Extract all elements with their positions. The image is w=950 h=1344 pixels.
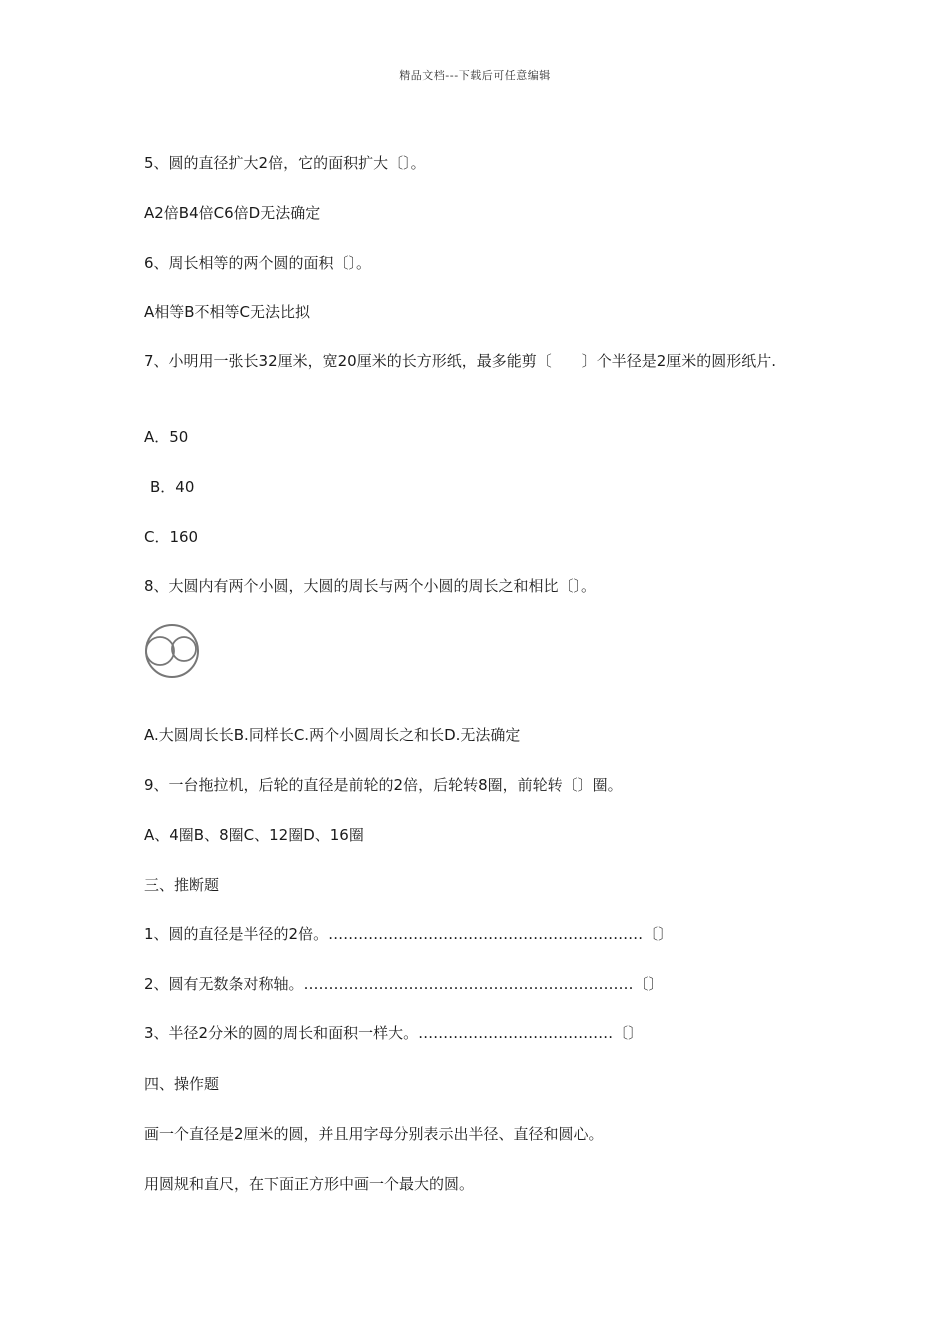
section-3-title: 三、推断题 — [144, 876, 220, 894]
question-5-options: A2倍B4倍C6倍D无法确定 — [144, 204, 321, 222]
question-6-options: A相等B不相等C无法比拟 — [144, 303, 311, 321]
judgement-item-1: 1、圆的直径是半径的2倍。………………………………………………………〔〕 — [144, 925, 674, 943]
page-header: 精品文档---下载后可任意编辑 — [399, 69, 551, 82]
question-6-stem: 6、周长相等的两个圆的面积〔〕。 — [144, 254, 372, 272]
question-7-option-b: B．40 — [150, 478, 195, 496]
small-circle-right — [172, 637, 196, 661]
question-7-option-c: C．160 — [144, 528, 199, 546]
judgement-item-3: 3、半径2分米的圆的周长和面积一样大。…………………………………〔〕 — [144, 1024, 644, 1042]
question-9-options: A、4圈B、8圈C、12圈D、16圈 — [144, 826, 364, 844]
question-8-options: A.大圆周长长B.同样长C.两个小圆周长之和长D.无法确定 — [144, 726, 521, 744]
small-circle-left — [146, 637, 174, 665]
judgement-item-2: 2、圆有无数条对称轴。…………………………………………………………〔〕 — [144, 975, 664, 993]
section-4-title: 四、操作题 — [144, 1075, 220, 1093]
question-7-stem: 7、小明用一张长32厘米，宽20厘米的长方形纸，最多能剪〔 〕个半径是2厘米的圆形纸片. — [144, 352, 777, 370]
operation-task-1: 画一个直径是2厘米的圆，并且用字母分别表示出半径、直径和圆心。 — [144, 1125, 604, 1143]
question-9-stem: 9、一台拖拉机，后轮的直径是前轮的2倍，后轮转8圈，前轮转〔〕圈。 — [144, 776, 623, 794]
circles-diagram — [143, 622, 201, 680]
question-8-stem: 8、大圆内有两个小圆，大圆的周长与两个小圆的周长之和相比〔〕。 — [144, 577, 597, 595]
operation-task-2: 用圆规和直尺，在下面正方形中画一个最大的圆。 — [144, 1175, 475, 1193]
question-7-option-a: A．50 — [144, 428, 189, 446]
question-5-stem: 5、圆的直径扩大2倍，它的面积扩大〔〕。 — [144, 154, 426, 172]
